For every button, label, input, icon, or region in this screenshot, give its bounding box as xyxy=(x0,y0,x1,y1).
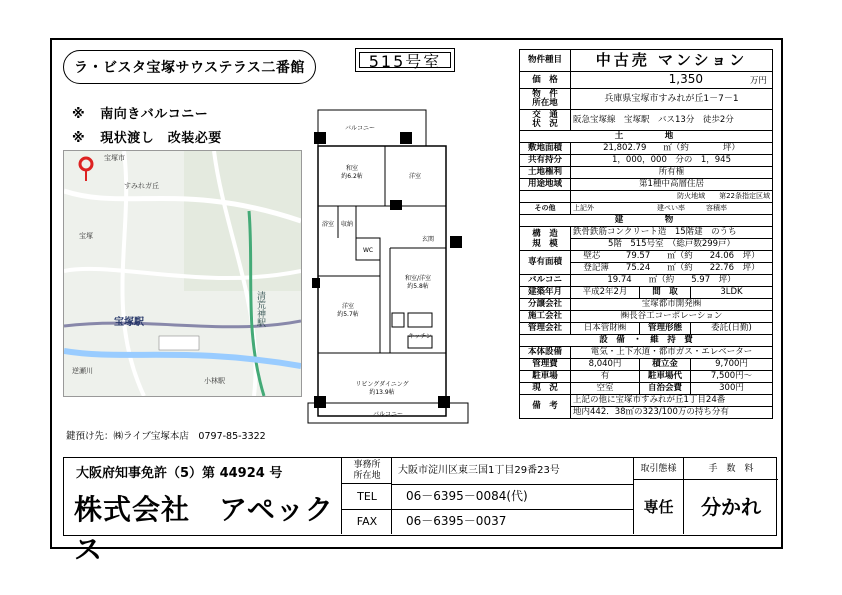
office-label: 事務所 所在地 xyxy=(342,458,392,484)
building-name: ラ・ビスタ宝塚サウステラス二番館 xyxy=(74,60,305,76)
address-label: 物 件 所在地 xyxy=(520,89,571,110)
type-label: 物件種目 xyxy=(520,50,571,72)
builder: ㈱長谷工コーポレーション xyxy=(571,311,773,323)
fax-number: 06－6395－0037 xyxy=(406,514,507,528)
price: 1,350 xyxy=(668,71,703,86)
plan-ldk-label: リビングダイニング約13.9帖 xyxy=(355,381,409,396)
fire-zone: 防火地域 第22条指定区域 xyxy=(571,191,773,203)
area-label: 専有面積 xyxy=(520,251,571,275)
property-spec-table xyxy=(519,49,773,419)
built-label: 建築年月 xyxy=(520,287,571,299)
map-label: 小林駅 xyxy=(204,377,225,385)
management-company: 日本管財㈱ xyxy=(571,323,640,335)
price-unit: 万円 xyxy=(749,75,767,86)
plan-wc-label: WC xyxy=(362,247,374,254)
office-address: 大阪市淀川区東三国1丁目29番23号 xyxy=(398,465,560,476)
commission-label: 手 数 料 xyxy=(684,458,778,480)
building-section-head: 建 物 xyxy=(520,215,773,227)
plan-entrance-label: 玄関 xyxy=(421,236,435,243)
remarks-line-2: 地内442．38㎡の323/100万の持ち分有 xyxy=(571,407,773,419)
plan-western1-label: 洋室約5.7帖 xyxy=(337,303,359,318)
mgmt-fee: 8,040円 xyxy=(571,359,640,371)
management-form-label: 管理形態 xyxy=(640,323,691,335)
plan-closet-label: 収納 xyxy=(340,221,354,228)
area-wall: 壁芯 79.57 ㎡（約 24.06 坪） xyxy=(571,251,773,263)
plan-kitchen-label: キッチン xyxy=(408,333,432,340)
room-number: 515号室 xyxy=(355,48,455,72)
zoning: 第1種中高層住居 xyxy=(571,179,773,191)
plan-yoshitsu-top-label: 洋室 xyxy=(408,173,422,180)
site-area: 21,802.79 ㎡（約 坪） xyxy=(571,143,773,155)
parking: 有 xyxy=(571,371,640,383)
structure-line-1: 鉄骨鉄筋コンクリート造 15階建 のうち xyxy=(571,227,773,239)
layout: 3LDK xyxy=(691,287,773,299)
land-right-label: 土地権利 xyxy=(520,167,571,179)
price-label: 価 格 xyxy=(520,72,571,89)
association-fee: 300円 xyxy=(691,383,773,395)
built-date: 平成2年2月 xyxy=(571,287,640,299)
zoning-label: 用途地域 xyxy=(520,179,571,191)
fax-label: FAX xyxy=(356,515,378,528)
land-right: 所有権 xyxy=(571,167,773,179)
reserve-label: 積立金 xyxy=(640,359,691,371)
status-label: 現 況 xyxy=(520,383,571,395)
reserve-fund: 9,700円 xyxy=(691,359,773,371)
company-name: 株式会社 アペックス xyxy=(74,493,334,566)
remarks-label: 備 考 xyxy=(520,395,571,419)
balcony-area: 19.74 ㎡（約 5.97 坪） xyxy=(571,275,773,287)
land-section-head: 土 地 xyxy=(520,131,773,143)
note-as-is: ※ 現状渡し 改装必要 xyxy=(72,131,222,146)
tel-label: TEL xyxy=(342,484,392,510)
facility-section-head: 設 備 ・ 維 持 費 xyxy=(520,335,773,347)
management-label: 管理会社 xyxy=(520,323,571,335)
structure-line-2: 5階 515号室 （総戸数299戸） xyxy=(571,239,773,251)
parking-fee-label: 駐車場代 xyxy=(640,371,691,383)
management-form: 委託(日勤) xyxy=(691,323,773,335)
address: 兵庫県宝塚市すみれが丘1－7－1 xyxy=(571,89,773,110)
status: 空室 xyxy=(571,383,640,395)
plan-balcony-bottom-label: バルコニー xyxy=(372,411,404,418)
layout-label: 間 取 xyxy=(640,287,691,299)
map-label: 清荒神駅 xyxy=(255,291,265,327)
license-number: 大阪府知事免許（5）第 44924 号 xyxy=(76,466,283,481)
builder-label: 施工会社 xyxy=(520,311,571,323)
plan-bath-label: 浴室 xyxy=(321,221,335,228)
area-registry: 登記簿 75.24 ㎡（約 22.76 坪） xyxy=(571,263,773,275)
access: 阪急宝塚線 宝塚駅 バス13分 徒歩2分 xyxy=(571,110,773,131)
parking-fee: 7,500円～ xyxy=(691,371,773,383)
plan-balcony-top-label: バルコニー xyxy=(344,125,376,132)
share: 1，000，000 分の 1，945 xyxy=(571,155,773,167)
map-label: 宝塚 xyxy=(79,232,93,240)
property-type: 中古売 マンション xyxy=(571,50,773,72)
plan-washitsu-label: 和室約6.2帖 xyxy=(341,165,363,180)
location-map xyxy=(63,150,302,397)
building-title xyxy=(63,50,316,84)
seller: 宝塚都市開発㈱ xyxy=(571,299,773,311)
seller-label: 分譲会社 xyxy=(520,299,571,311)
other-label: その他 xyxy=(520,203,571,215)
key-holder: 鍵預け先：㈱ライブ宝塚本店 0797-85-3322 xyxy=(66,431,266,442)
other: 上記外 建ぺい率 容積率 xyxy=(571,203,773,215)
facility: 電気・上下水道・都市ガス・エレベーター xyxy=(571,347,773,359)
map-label: すみれガ丘 xyxy=(124,182,159,190)
floor-plan xyxy=(290,98,475,443)
tel-number: 06－6395－0084(代) xyxy=(406,489,528,503)
site-area-label: 敷地面積 xyxy=(520,143,571,155)
facility-label: 本体設備 xyxy=(520,347,571,359)
commission: 分かれ xyxy=(701,495,761,519)
map-station-label: 宝塚駅 xyxy=(114,317,144,328)
deal-type: 専任 xyxy=(634,480,684,534)
map-label: 逆瀬川 xyxy=(72,367,93,375)
map-graphic xyxy=(64,151,301,396)
access-label: 交 通 状 況 xyxy=(520,110,571,131)
plan-western2-label: 和室/洋室約5.8帖 xyxy=(404,275,432,290)
share-label: 共有持分 xyxy=(520,155,571,167)
note-south-balcony: ※ 南向きバルコニー xyxy=(72,107,209,122)
map-label: 宝塚市 xyxy=(104,154,125,162)
association-fee-label: 自治会費 xyxy=(640,383,691,395)
structure-label: 構 造 規 模 xyxy=(520,227,571,251)
deal-type-label: 取引態様 xyxy=(634,458,684,480)
mgmt-fee-label: 管理費 xyxy=(520,359,571,371)
footer-panel xyxy=(63,457,777,566)
parking-label: 駐車場 xyxy=(520,371,571,383)
balcony-label: バルコニ xyxy=(520,275,571,287)
remarks-line-1: 上記の他に宝塚市すみれが丘1丁目24番 xyxy=(571,395,773,407)
